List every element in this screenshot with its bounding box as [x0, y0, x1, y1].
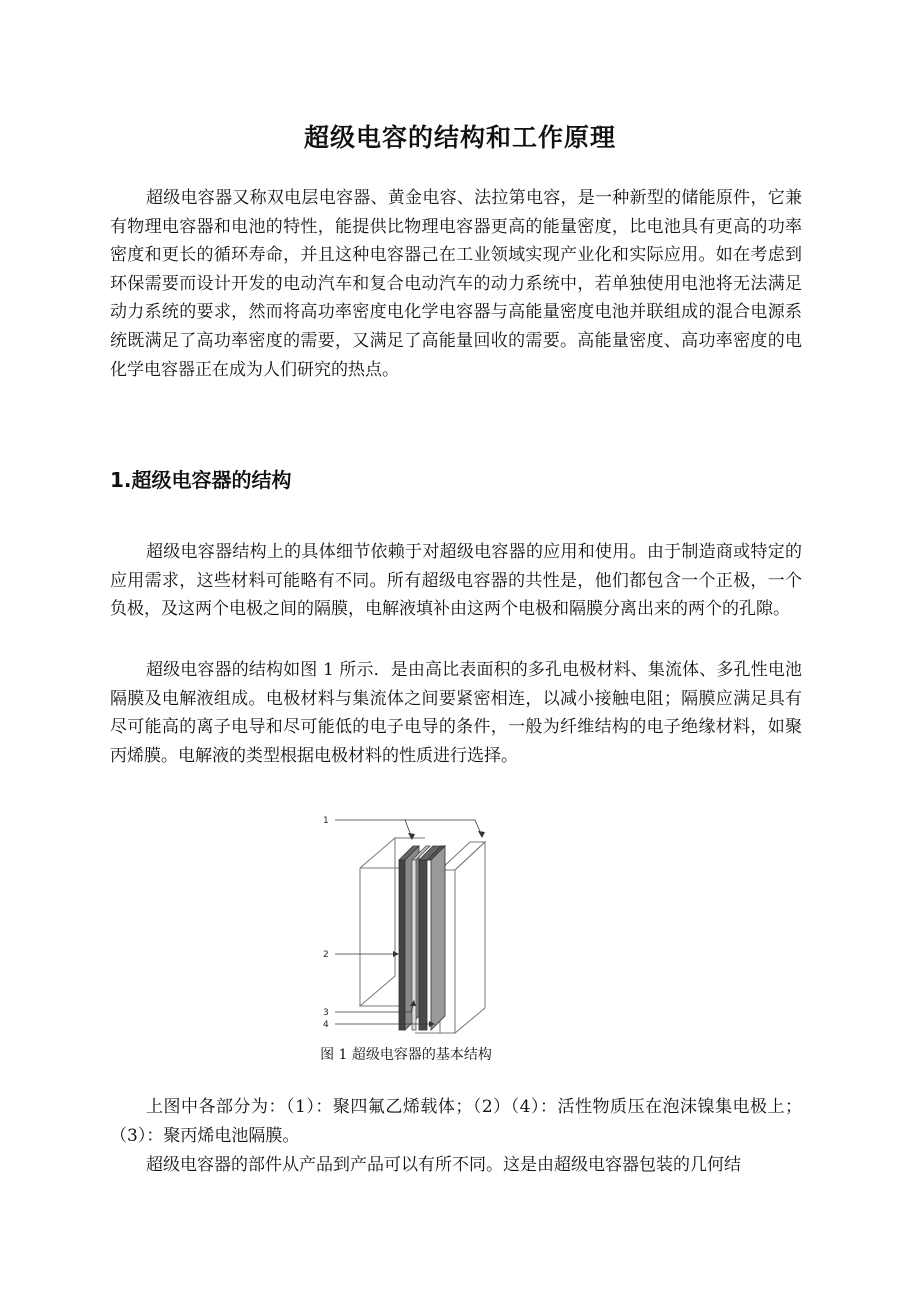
- page-title: 超级电容的结构和工作原理: [303, 123, 616, 152]
- figure-label-4: 4: [323, 1020, 329, 1030]
- right-electrode: [419, 846, 445, 1030]
- structure-paragraph-3: 上图中各部分为：（1）：聚四氟乙烯载体；（2）（4）：活性物质压在泡沫镍集电极上；（3）：聚丙烯电池隔膜。: [110, 1097, 802, 1146]
- figure-caption: 图 1 超级电容器的基本结构: [320, 1047, 492, 1063]
- intro-paragraph: 超级电容器又称双电层电容器、黄金电容、法拉第电容，是一种新型的储能原件，它兼有物理电容器和电池的特性，能提供比物理电容器更高的能量密度，比电池具有更高的功率密度和更长的循环寿命，并且这种电容器己在工业领域实现产业化和实际应用。如在考虑到环保需要而设计开发的电动汽车和复合电动汽车的动力系统中，若单独使用电池将无法满足动力系统的要求，然而将高功率密度电化学电容器与高能量密度电池并联组成的混合电源系统既满足了高功率密度的需要，又满足了高能量回收的需要。高能量密度、高功率密度的电化学电容器正在成为人们研究的热点。: [110, 188, 802, 380]
- structure-paragraph-2: 超级电容器的结构如图 1 所示．是由高比表面积的多孔电极材料、集流体、多孔性电池隔膜及电解液组成。电极材料与集流体之间要紧密相连，以减小接触电阻；隔膜应满足具有尽可能高的离子电导和尽可能低的电子电导的条件，一般为纤维结构的电子绝缘材料，如聚丙烯膜。电解液的类型根据电极材料的性质进行选择。: [110, 660, 802, 766]
- structure-paragraph-4: 超级电容器的部件从产品到产品可以有所不同。这是由超级电容器包装的几何结: [146, 1155, 741, 1175]
- section-heading: 1.超级电容器的结构: [110, 468, 292, 492]
- structure-paragraph-1: 超级电容器结构上的具体细节依赖于对超级电容器的应用和使用。由于制造商或特定的应用需求，这些材料可能略有不同。所有超级电容器的共性是，他们都包含一个正极，一个负极，及这两个电极之间的隔膜，电解液填补由这两个电极和隔膜分离出来的两个的孔隙。: [110, 542, 802, 620]
- figure-label-2: 2: [323, 950, 329, 960]
- supercapacitor-structure-figure: [315, 808, 515, 1038]
- figure-label-3: 3: [323, 1008, 329, 1018]
- figure-label-1: 1: [323, 816, 329, 826]
- structure-diagram: [315, 808, 515, 1038]
